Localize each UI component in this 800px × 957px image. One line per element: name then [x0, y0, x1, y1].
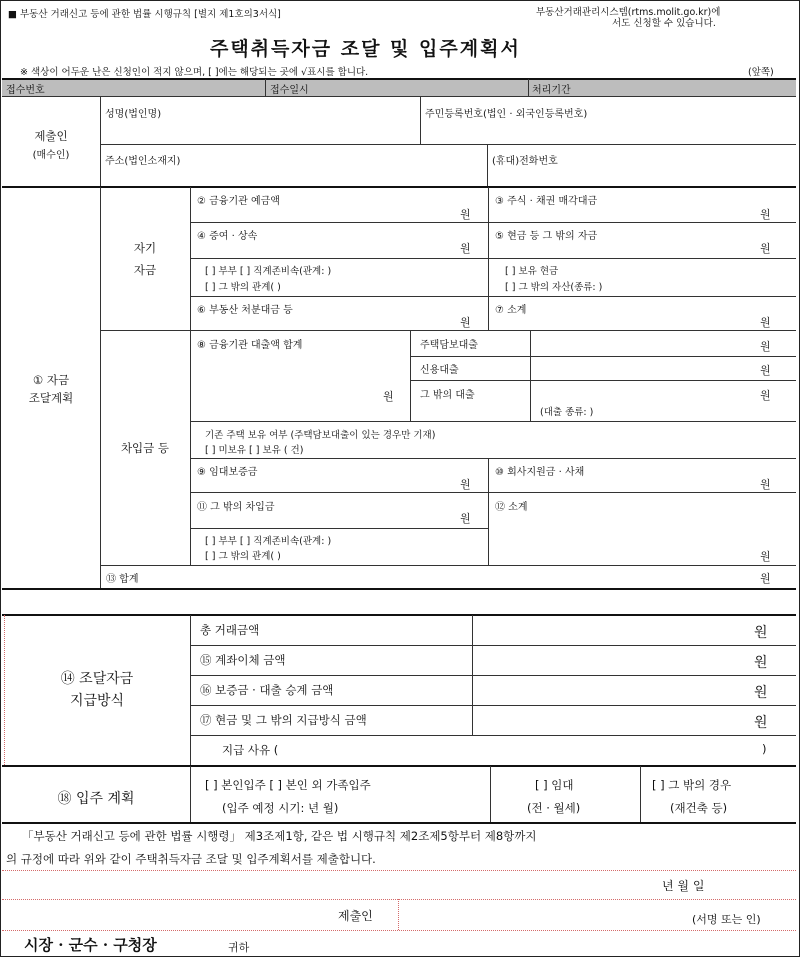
assumption-label[interactable]: ⑯ 보증금 · 대출 승계 금액: [200, 683, 334, 697]
won-unit: 원: [760, 340, 771, 353]
won-unit: 원: [460, 512, 471, 525]
won-unit: 원: [760, 316, 771, 329]
other-loan-label: 그 밖의 대출: [420, 390, 475, 401]
occupancy-self-options[interactable]: [ ] 본인입주 [ ] 본인 외 가족입주: [205, 778, 371, 792]
borrow-relation-1[interactable]: [ ] 부부 [ ] 직계존비속(관계: ): [205, 536, 332, 547]
company-support-label[interactable]: ⑩ 회사지원금 · 사채: [495, 467, 585, 478]
occupancy-other-option[interactable]: [ ] 그 밖의 경우: [652, 778, 732, 792]
won-unit: 원: [460, 316, 471, 329]
credit-loan-label: 신용대출: [420, 365, 459, 376]
own-subtotal-label[interactable]: ⑦ 소계: [495, 305, 527, 316]
owned-house-options[interactable]: [ ] 미보유 [ ] 보유 ( 건): [205, 445, 304, 456]
payment-reason-field[interactable]: 지급 사유 (: [222, 743, 279, 757]
processing-period-label: 처리기간: [532, 85, 571, 96]
loan-type-field[interactable]: (대출 종류: ): [540, 407, 594, 418]
declaration-line-2: 의 규정에 따라 위와 같이 주택취득자금 조달 및 입주계획서를 제출합니다.: [6, 852, 376, 866]
occupancy-rent-option[interactable]: [ ] 임대: [535, 778, 574, 792]
owned-house-label: 기존 주택 보유 여부 (주택담보대출이 있는 경우만 기재): [205, 430, 436, 441]
funding-section-label-2: 조달계획: [28, 391, 74, 405]
funding-section-label-1: ① 자금: [32, 373, 70, 387]
transfer-label[interactable]: ⑮ 계좌이체 금액: [200, 653, 286, 667]
payment-label-2: 지급방식: [69, 693, 125, 709]
cash-label[interactable]: ⑤ 현금 등 그 밖의 자금: [495, 231, 598, 242]
won-unit: 원: [754, 625, 768, 641]
won-unit: 원: [760, 208, 771, 221]
addressee-suffix: 귀하: [228, 941, 250, 954]
won-unit: 원: [760, 389, 771, 402]
won-unit: 원: [754, 715, 768, 731]
own-funds-label-1: 자기: [133, 241, 157, 255]
borrowed-subtotal-label[interactable]: ⑫ 소계: [495, 502, 528, 513]
won-unit: 원: [460, 242, 471, 255]
receipt-row: [2, 79, 796, 96]
regulation-text: ■ 부동산 거래신고 등에 관한 법률 시행규칙 [별지 제1호의3서식]: [8, 9, 281, 20]
cash-option-1[interactable]: [ ] 보유 현금: [505, 266, 559, 277]
borrowed-label: 차입금 등: [120, 441, 170, 455]
gift-relation-2[interactable]: [ ] 그 밖의 관계( ): [205, 282, 281, 293]
page-side: (앞쪽): [748, 67, 774, 78]
gift-label[interactable]: ④ 증여 · 상속: [197, 231, 258, 242]
mortgage-label: 주택담보대출: [420, 340, 478, 351]
id-field-label[interactable]: 주민등록번호(법인 · 외국인등록번호): [425, 109, 588, 120]
phone-field-label[interactable]: (휴대)전화번호: [492, 156, 558, 167]
occupancy-rent-type: (전 · 월세): [527, 801, 581, 815]
instruction-text: ※ 색상이 어두운 난은 신청인이 적지 않으며, [ ]에는 해당되는 곳에 √표시를 합니다.: [20, 67, 369, 78]
occupancy-other-type: (재건축 등): [670, 801, 728, 815]
deposit-label[interactable]: ② 금융기관 예금액: [197, 196, 280, 207]
system-note-1: 부동산거래관리시스템(rtms.molit.go.kr)에: [536, 7, 721, 18]
addressee: 시장 · 군수 · 구청장: [24, 936, 157, 954]
sign-field[interactable]: (서명 또는 인): [692, 913, 761, 926]
submitter-sign-label: 제출인: [338, 909, 373, 923]
won-unit: 원: [383, 390, 394, 403]
name-field-label[interactable]: 성명(법인명): [105, 109, 162, 120]
own-funds-label-2: 자금: [133, 263, 157, 277]
won-unit: 원: [760, 550, 771, 563]
payment-reason-close: ): [762, 742, 767, 756]
won-unit: 원: [460, 208, 471, 221]
won-unit: 원: [760, 242, 771, 255]
total-price-label[interactable]: 총 거래금액: [200, 623, 260, 637]
declaration-date[interactable]: 년 월 일: [662, 879, 705, 893]
stocks-label[interactable]: ③ 주식 · 채권 매각대금: [495, 196, 598, 207]
receipt-number-label: 접수번호: [6, 85, 45, 96]
cash-option-2[interactable]: [ ] 그 밖의 자산(종류: ): [505, 282, 603, 293]
gift-relation-1[interactable]: [ ] 부부 [ ] 직계존비속(관계: ): [205, 266, 332, 277]
submitter-label-1: 제출인: [34, 129, 68, 143]
address-field-label[interactable]: 주소(법인소재지): [105, 156, 181, 167]
occupancy-label: ⑱ 입주 계획: [57, 791, 135, 807]
system-note-2: 서도 신청할 수 있습니다.: [612, 18, 716, 29]
won-unit: 원: [460, 478, 471, 491]
payment-label-1: ⑭ 조달자금: [60, 671, 134, 687]
borrow-relation-2[interactable]: [ ] 그 밖의 관계( ): [205, 551, 281, 562]
receipt-date-label: 접수일시: [270, 85, 309, 96]
loan-total-label[interactable]: ⑧ 금융기관 대출액 합계: [197, 340, 303, 351]
occupancy-time-field[interactable]: (입주 예정 시기: 년 월): [222, 801, 339, 815]
form-title: 주택취득자금 조달 및 입주계획서: [210, 38, 521, 60]
funding-total-label: ⑬ 합계: [106, 574, 139, 585]
won-unit: 원: [760, 572, 771, 585]
lease-deposit-label[interactable]: ⑨ 임대보증금: [197, 467, 258, 478]
other-borrow-label[interactable]: ⑪ 그 밖의 차입금: [197, 502, 275, 513]
won-unit: 원: [760, 364, 771, 377]
cash-other-label[interactable]: ⑰ 현금 및 그 밖의 지급방식 금액: [200, 713, 367, 727]
realestate-label[interactable]: ⑥ 부동산 처분대금 등: [197, 305, 293, 316]
won-unit: 원: [760, 478, 771, 491]
submitter-label-2: (매수인): [32, 150, 70, 161]
won-unit: 원: [754, 655, 768, 671]
declaration-line-1: 「부동산 거래신고 등에 관한 법률 시행령」 제3조제1항, 같은 법 시행규칙 제2조제5항부터 제8항까지: [22, 829, 537, 843]
won-unit: 원: [754, 685, 768, 701]
